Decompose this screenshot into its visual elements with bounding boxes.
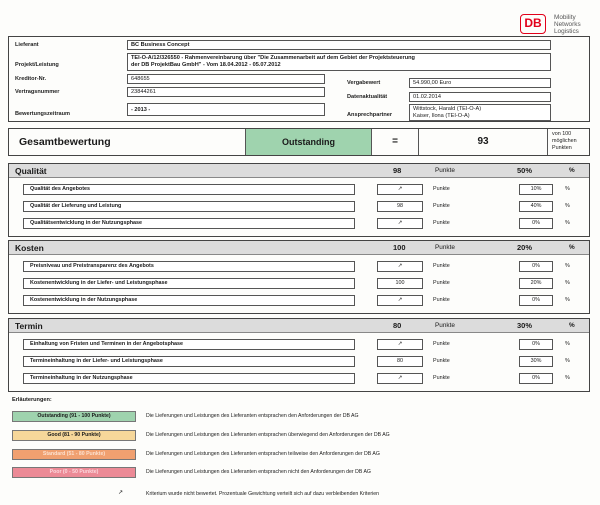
legend-text: Die Lieferungen und Leistungen des Lieferanten entsprachen den Anforderungen der DB AG bbox=[146, 413, 359, 419]
bewertung-field: - 2013 - bbox=[127, 103, 325, 116]
section-kosten bbox=[8, 240, 590, 314]
bewertung-label: Bewertungszeitraum bbox=[15, 111, 71, 117]
section-title: Kosten bbox=[15, 243, 44, 253]
legend-badge-poor: Poor (0 - 50 Punkte) bbox=[12, 467, 136, 478]
criterion-unit: Punkte bbox=[433, 358, 450, 364]
criterion-points: ↗ bbox=[377, 218, 423, 229]
section-header bbox=[9, 319, 589, 333]
section-title: Qualität bbox=[15, 166, 47, 176]
lieferant-field: BC Business Concept bbox=[127, 40, 551, 50]
criterion-weight: 0% bbox=[519, 218, 553, 229]
tagline-line: Networks bbox=[554, 21, 581, 28]
section-unit: Punkte bbox=[435, 244, 455, 251]
criterion-unit: Punkte bbox=[433, 220, 450, 226]
not-rated-icon: ↗ bbox=[118, 490, 124, 496]
section-header bbox=[9, 164, 589, 178]
section-qualitaet bbox=[8, 163, 590, 237]
section-percent-symbol: % bbox=[569, 322, 575, 329]
criterion-percent-symbol: % bbox=[565, 341, 570, 347]
criterion-percent-symbol: % bbox=[565, 220, 570, 226]
criterion-percent-symbol: % bbox=[565, 186, 570, 192]
ansprech-label: Ansprechpartner bbox=[347, 112, 393, 118]
criterion-weight: 0% bbox=[519, 373, 553, 384]
equals-sign: = bbox=[392, 136, 398, 147]
criterion-points: ↗ bbox=[377, 295, 423, 306]
section-points: 100 bbox=[393, 243, 406, 252]
criterion-label: Kostenentwicklung in der Liefer- und Leistungsphase bbox=[23, 278, 355, 289]
criterion-unit: Punkte bbox=[433, 297, 450, 303]
vertrag-field: 23844261 bbox=[127, 87, 325, 97]
criterion-percent-symbol: % bbox=[565, 263, 570, 269]
criterion-weight: 0% bbox=[519, 261, 553, 272]
criterion-label: Einhaltung von Fristen und Terminen in der Angebotsphase bbox=[23, 339, 355, 350]
section-percent-symbol: % bbox=[569, 167, 575, 174]
section-weight: 20% bbox=[517, 243, 533, 252]
criterion-label: Termineinhaltung in der Nutzungsphase bbox=[23, 373, 355, 384]
db-tagline bbox=[554, 14, 581, 35]
section-points: 98 bbox=[393, 166, 402, 175]
criterion-label: Termineinhaltung in der Liefer- und Leistungsphase bbox=[23, 356, 355, 367]
vergabe-field: 54.990,00 Euro bbox=[409, 78, 551, 88]
criterion-percent-symbol: % bbox=[565, 297, 570, 303]
criterion-label: Qualitätsentwicklung in der Nutzungsphase bbox=[23, 218, 355, 229]
criterion-label: Qualität des Angebotes bbox=[23, 184, 355, 195]
section-title: Termin bbox=[15, 321, 43, 331]
criterion-unit: Punkte bbox=[433, 341, 450, 347]
legend-title: Erläuterungen: bbox=[12, 397, 52, 403]
criterion-percent-symbol: % bbox=[565, 375, 570, 381]
criterion-percent-symbol: % bbox=[565, 358, 570, 364]
legend-badge-good: Good (81 - 90 Punkte) bbox=[12, 430, 136, 441]
vertrag-label: Vertragsnummer bbox=[15, 89, 60, 95]
vergabe-label: Vergabewert bbox=[347, 80, 381, 86]
projekt-label: Projekt/Leistung bbox=[15, 62, 59, 68]
criterion-points: 98 bbox=[377, 201, 423, 212]
criterion-percent-symbol: % bbox=[565, 280, 570, 286]
overall-score: 93 bbox=[418, 129, 548, 155]
criterion-unit: Punkte bbox=[433, 375, 450, 381]
legend-badge-outstanding: Outstanding (91 - 100 Punkte) bbox=[12, 411, 136, 422]
tagline-line: Mobility bbox=[554, 14, 576, 21]
section-percent-symbol: % bbox=[569, 244, 575, 251]
overall-rating-title: Gesamtbewertung bbox=[19, 136, 111, 148]
datenaktual-field: 01.02.2014 bbox=[409, 92, 551, 102]
criterion-unit: Punkte bbox=[433, 203, 450, 209]
criterion-label: Qualität der Lieferung und Leistung bbox=[23, 201, 355, 212]
criterion-weight: 0% bbox=[519, 295, 553, 306]
criterion-weight: 20% bbox=[519, 278, 553, 289]
projekt-line: der DB ProjektBau GmbH" - Vom 18.04.2012 - 05.07.2012 bbox=[131, 62, 281, 68]
tagline-line: Logistics bbox=[554, 28, 579, 35]
criterion-label: Kostenentwicklung in der Nutzungsphase bbox=[23, 295, 355, 306]
ansprech-field bbox=[409, 104, 551, 121]
kreditor-label: Kreditor-Nr. bbox=[15, 76, 47, 82]
section-unit: Punkte bbox=[435, 322, 455, 329]
criterion-unit: Punkte bbox=[433, 280, 450, 286]
section-weight: 30% bbox=[517, 321, 533, 330]
criterion-points: ↗ bbox=[377, 261, 423, 272]
overall-rating-row bbox=[8, 128, 590, 156]
section-weight: 50% bbox=[517, 166, 533, 175]
criterion-points: ↗ bbox=[377, 373, 423, 384]
criterion-weight: 40% bbox=[519, 201, 553, 212]
projekt-field bbox=[127, 53, 551, 71]
criterion-weight: 10% bbox=[519, 184, 553, 195]
legend-text: Die Lieferungen und Leistungen des Lieferanten entsprachen nicht den Anforderungen der DB AG bbox=[146, 469, 371, 475]
criterion-label: Preisniveau und Preistransparenz des Angebots bbox=[23, 261, 355, 272]
db-logo: DB bbox=[520, 14, 546, 34]
lieferant-label: Lieferant bbox=[15, 42, 39, 48]
criterion-unit: Punkte bbox=[433, 186, 450, 192]
section-header bbox=[9, 241, 589, 255]
ansprech-line: Kaiser, Ilona (TEI-O-A) bbox=[413, 113, 470, 119]
criterion-weight: 30% bbox=[519, 356, 553, 367]
kreditor-field: 648655 bbox=[127, 74, 325, 84]
projekt-line: TEI-O-A/12/326550 - Rahmenvereinbarung über "Die Zusammenarbeit auf dem Gebiet der Projektsteuerung bbox=[131, 55, 415, 61]
legend-text: Die Lieferungen und Leistungen des Lieferanten entsprachen teilweise den Anforderungen der DB AG bbox=[146, 451, 380, 457]
legend-footnote: Kriterium wurde nicht bewertet. Prozentuale Gewichtung verteilt sich auf dazu verbleibenden Kriterien bbox=[146, 491, 379, 497]
overall-rating-badge: Outstanding bbox=[245, 129, 372, 155]
datenaktual-label: Datenaktualität bbox=[347, 94, 388, 100]
legend-badge-standard: Standard (51 - 80 Punkte) bbox=[12, 449, 136, 460]
header-block bbox=[8, 36, 590, 122]
criterion-unit: Punkte bbox=[433, 263, 450, 269]
section-points: 80 bbox=[393, 321, 402, 330]
criterion-weight: 0% bbox=[519, 339, 553, 350]
criterion-points: ↗ bbox=[377, 184, 423, 195]
criterion-points: ↗ bbox=[377, 339, 423, 350]
ansprech-line: Wittstock, Harald (TEI-O-A) bbox=[413, 106, 482, 112]
criterion-percent-symbol: % bbox=[565, 203, 570, 209]
overall-score-caption: von 100 möglichen Punkten bbox=[552, 131, 577, 151]
criterion-points: 80 bbox=[377, 356, 423, 367]
section-termin bbox=[8, 318, 590, 392]
criterion-points: 100 bbox=[377, 278, 423, 289]
section-unit: Punkte bbox=[435, 167, 455, 174]
legend-text: Die Lieferungen und Leistungen des Lieferanten entsprachen überwiegend den Anforderungen der DB AG bbox=[146, 432, 390, 438]
